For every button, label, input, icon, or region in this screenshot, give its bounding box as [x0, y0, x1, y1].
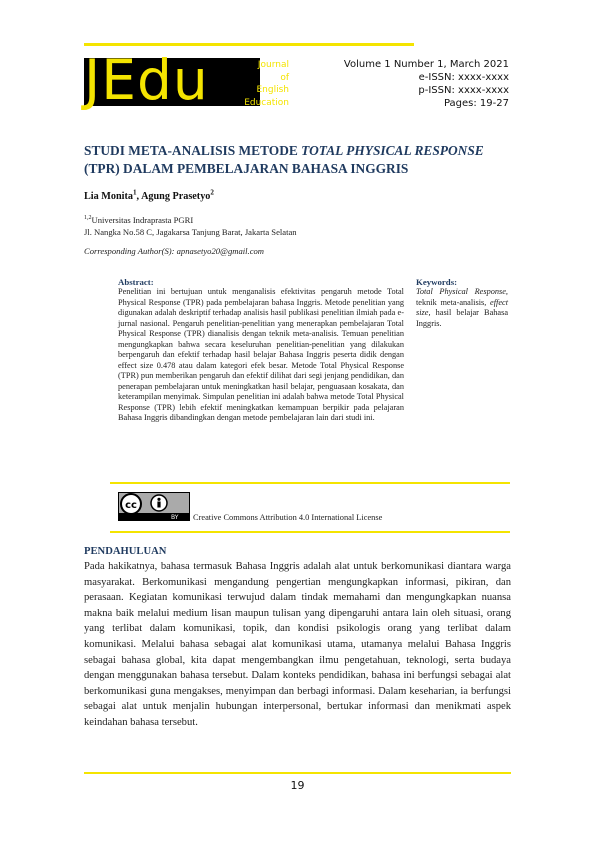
affiliation-marker: 1,2	[84, 215, 92, 222]
divider	[110, 531, 510, 533]
article-title	[84, 142, 514, 177]
logo-subtitle	[228, 59, 289, 109]
author-separator: ,	[136, 191, 142, 202]
journal-logo	[84, 48, 289, 112]
affiliation-address: Jl. Nangka No.58 C, Jagakarsa Tanjung Barat, Jakarta Selatan	[84, 227, 297, 237]
section-heading: PENDAHULUAN	[84, 546, 167, 557]
header-accent-bar	[84, 43, 414, 46]
issue-eissn: e-ISSN: xxxx-xxxx	[418, 72, 509, 83]
footer-divider	[84, 772, 511, 774]
by-icon	[151, 495, 167, 511]
section-text: Pada hakikatnya, bahasa termasuk Bahasa Inggris adalah alat untuk berkomunikasi diantara warga masyarakat. Berkomunikasi mengandung pengertian mengungkapkan informasi, pikiran, dan perasaan. Kegiatan komunikasi terwujud dalam tindak memahami dan mengungkapkan nuansa makna baik melalui medium lisan maupun tulisan yang dipengaruhi antara lain oleh situasi, orang yang terlibat dalam komunikasi, topik, dan kondisi psikologis orang yang terlibat dalam komunikasi. Melalui bahasa sebagai alat komunikasi utama, utamanya melalui Bahasa Inggris sebagai bahasa global, kita dapat mengembangkan ilmu pengetahuan, teknologi, serta budaya dengan menggunakan bahasa tersebut. Dalam konteks pendidikan, bahasa ini berfungsi sebagai alat berkomunikasi guna mengakses, menyimpan dan berbagi informasi. Dalam keseharian, ia berfungsi sebagai alat untuk menjalin hubungan interpersonal, bertukar informasi dan menikmati aspek keindahan bahasa tersebut.	[84, 561, 511, 728]
issue-pages: Pages: 19-27	[443, 98, 509, 109]
author-list	[84, 188, 214, 202]
abstract-heading: Abstract:	[118, 277, 154, 287]
keyword-1: Total Physical Response,	[416, 287, 508, 296]
issue-volume: Volume 1 Number 1, March 2021	[343, 59, 509, 70]
keyword-4: hasil belajar Bahasa Inggris.	[416, 308, 508, 328]
logo-line-4: Education	[244, 97, 289, 108]
svg-text:cc: cc	[125, 500, 137, 511]
affiliation	[84, 214, 297, 238]
cc-license-badge[interactable]	[118, 492, 190, 521]
abstract-text: Penelitian ini bertujuan untuk menganalisis efektivitas pengaruh metode Total Physical Response (TPR) pada pembelajaran bahasa Inggris. Metode penelitian yang digunakan adalah deskriptif terhadap analisis hasil publikasi penelitian ilmiah pada e-jurnal nasional. Pengaruh penelitian-penelitian yang menerapkan pembelajaran Total Physical Response (TPR) dianalisis dengan teknik meta-analisis. Temuan penelitian mengungkapkan bahwa secara keseluruhan penelitian-penelitian yang dilakukan berpengaruh dan efektif terhadap hasil belajar Bahasa Inggris peserta didik dengan effect size 0.478 atau dalam kategori efek besar. Metode Total Physical Response (TPR) pun memberikan pengaruh dan efektif dilihat dari segi jenjang pendidikan, dan penerapan pembelajaran untuk meningkatkan hasil belajar, penguasaan kosakata, dan keterampilan menyimak. Simpulan penelitian ini adalah bahwa metode Total Physical Response (TPR) lebih efektif meningkatkan kemampuan berpikir pada pelajaran Bahasa Inggris dibandingkan dengan metode pembelajaran lain dari studi ini.	[118, 287, 404, 422]
by-label: BY	[171, 514, 179, 521]
title-part-1: STUDI META-ANALISIS METODE	[84, 143, 302, 158]
keywords-text	[416, 287, 508, 329]
keyword-2: teknik meta-analisis,	[416, 297, 491, 307]
title-italic: TOTAL PHYSICAL RESPONSE	[301, 143, 484, 158]
page-number: 19	[290, 779, 305, 792]
logo-main-text: JEdu	[84, 48, 209, 112]
title-part-2: (TPR) DALAM PEMBELAJARAN BAHASA INGGRIS	[84, 160, 409, 176]
corresponding-author: Corresponding Author(S): apnasetyo20@gmail.com	[84, 246, 265, 256]
author-1: Lia Monita	[84, 191, 133, 202]
author-2-affil: 2	[210, 188, 214, 197]
logo-line-3: English	[256, 85, 289, 95]
keywords-heading: Keywords:	[416, 277, 458, 287]
divider	[110, 482, 510, 484]
issue-info	[344, 58, 509, 110]
cc-icon	[121, 494, 141, 514]
affiliation-institution: Universitas Indraprasta PGRI	[91, 215, 194, 225]
logo-line-1: Journal	[257, 60, 289, 70]
issue-pissn: p-ISSN: xxxx-xxxx	[418, 85, 509, 96]
author-1-affil: 1	[132, 188, 137, 197]
license-text[interactable]: Creative Commons Attribution 4.0 International License	[193, 513, 383, 522]
logo-line-2: of	[280, 72, 289, 83]
author-2: Agung Prasetyo	[141, 191, 211, 202]
keyword-3: effect size,	[416, 297, 508, 317]
